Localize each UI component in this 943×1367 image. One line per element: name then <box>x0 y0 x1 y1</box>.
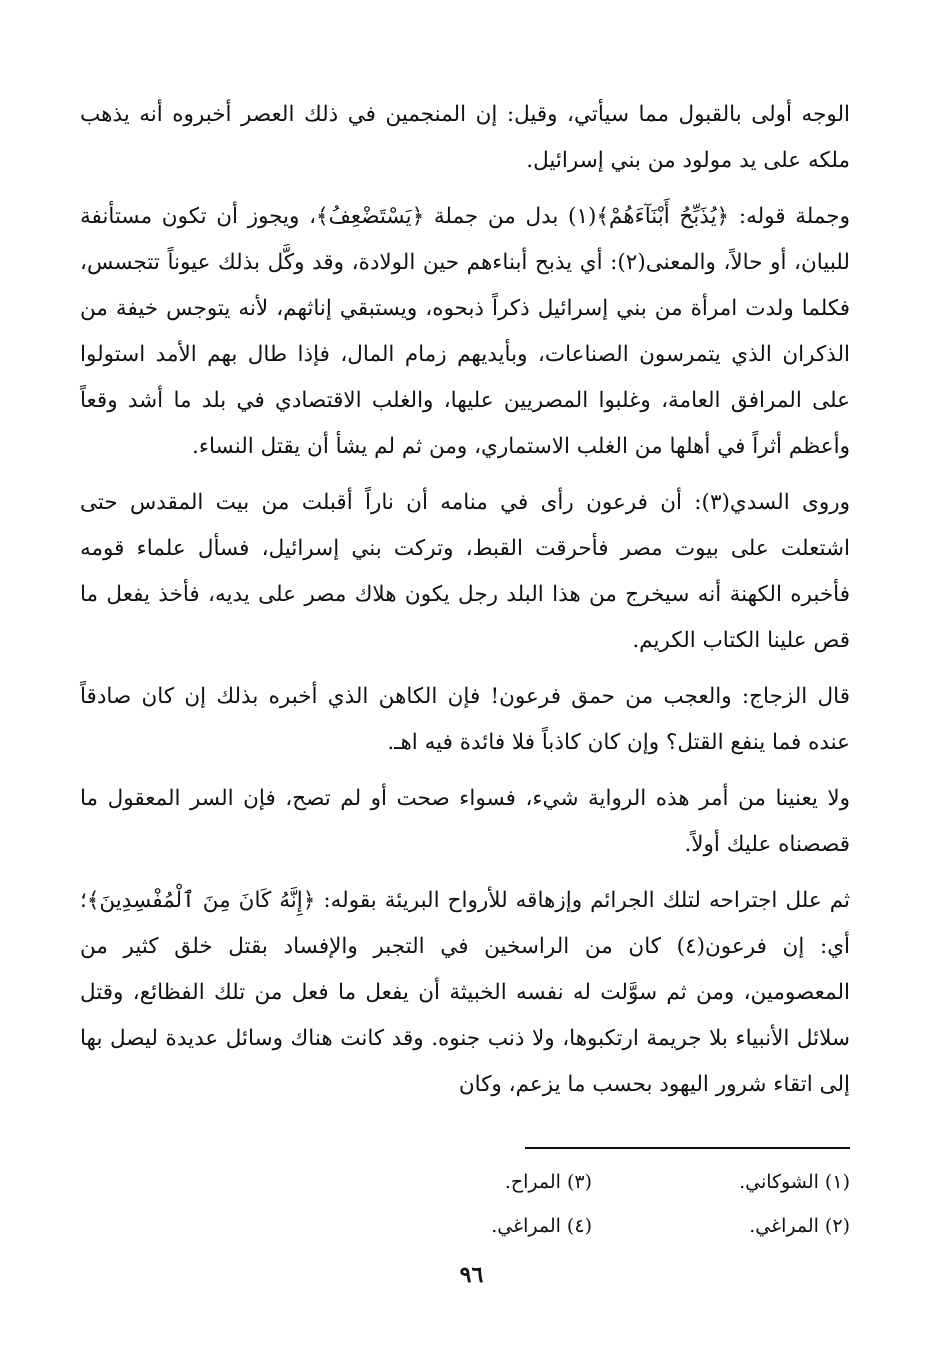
paragraph-6: ثم علل اجتراحه لتلك الجرائم وإزهاقه للأرواح البريئة بقوله: ﴿إِنَّهُ كَانَ مِنَ ٱلْمُفْسِدِينَ﴾؛ أي: إن فرعون(٤) كان من الراسخين في التجبر والإفساد بقتل خلق كثير من المعصومين، ومن ثم سوَّلت له نفسه الخبيثة أن يفعل ما فعل من تلك الفظائع، وقتل سلائل الأنبياء بلا جريمة ارتكبوها، ولا ذنب جنوه. وقد كانت هناك وسائل عديدة ليصل بها إلى اتقاء شرور اليهود بحسب ما يزعم، وكان <box>80 888 850 1097</box>
paragraph-2: وجملة قوله: ﴿يُذَبِّحُ أَبْنَآءَهُمْ﴾(١) بدل من جملة ﴿يَسْتَضْعِفُ﴾، ويجوز أن تكون مستأنفة للبيان، أو حالاً، والمعنى(٢): أي يذبح أبناءهم حين الولادة، وقد وكَّل بذلك عيوناً تتجسس، فكلما ولدت امرأة من بني إسرائيل ذكراً ذبحوه، ويستبقي إناثهم، لأنه يتوجس خيفة من الذكران الذي يتمرسون الصناعات، وبأيديهم زمام المال، فإذا طال بهم الأمد استولوا على المرافق العامة، وغلبوا المصريين عليها، والغلب الاقتصادي في بلد ما أشد وقعاً وأعظم أثراً في أهلها من الغلب الاستماري، ومن ثم لم يشأ أن يقتل النساء. <box>80 204 850 459</box>
footnote-row <box>330 1204 850 1248</box>
footnote-3: (٣) المراح. <box>504 1171 592 1193</box>
paragraph-3: وروى السدي(٣): أن فرعون رأى في منامه أن ناراً أقبلت من بيت المقدس حتى اشتعلت على بيوت مصر فأحرقت القبط، وتركت بني إسرائيل، فسأل علماء قومه فأخبره الكهنة أنه سيخرج من هذا البلد رجل يكون هلاك مصر على يديه، فأخذ يفعل ما قص علينا الكتاب الكريم. <box>80 490 850 653</box>
paragraph-5: ولا يعنينا من أمر هذه الرواية شيء، فسواء صحت أو لم تصح، فإن السر المعقول ما قصصناه عليك أولاً. <box>80 786 850 857</box>
footnote-separator <box>525 1147 850 1149</box>
footnote-1: (١) الشوكاني. <box>739 1171 850 1193</box>
page-number: ٩٦ <box>459 1262 484 1288</box>
paragraph-1: الوجه أولى بالقبول مما سيأتي، وقيل: إن المنجمين في ذلك العصر أخبروه أنه يذهب ملكه على يد مولود من بني إسرائيل. <box>80 102 850 173</box>
footnote-2: (٢) المراغي. <box>749 1215 850 1237</box>
footnotes <box>330 1160 850 1248</box>
footnote-4: (٤) المراغي. <box>491 1215 592 1237</box>
paragraph-4: قال الزجاج: والعجب من حمق فرعون! فإن الكاهن الذي أخبره بذلك إن كان صادقاً عنده فما ينفع القتل؟ وإن كان كاذباً فلا فائدة فيه اهـ. <box>80 684 850 755</box>
footnote-row <box>330 1160 850 1204</box>
page-body <box>80 92 850 1108</box>
